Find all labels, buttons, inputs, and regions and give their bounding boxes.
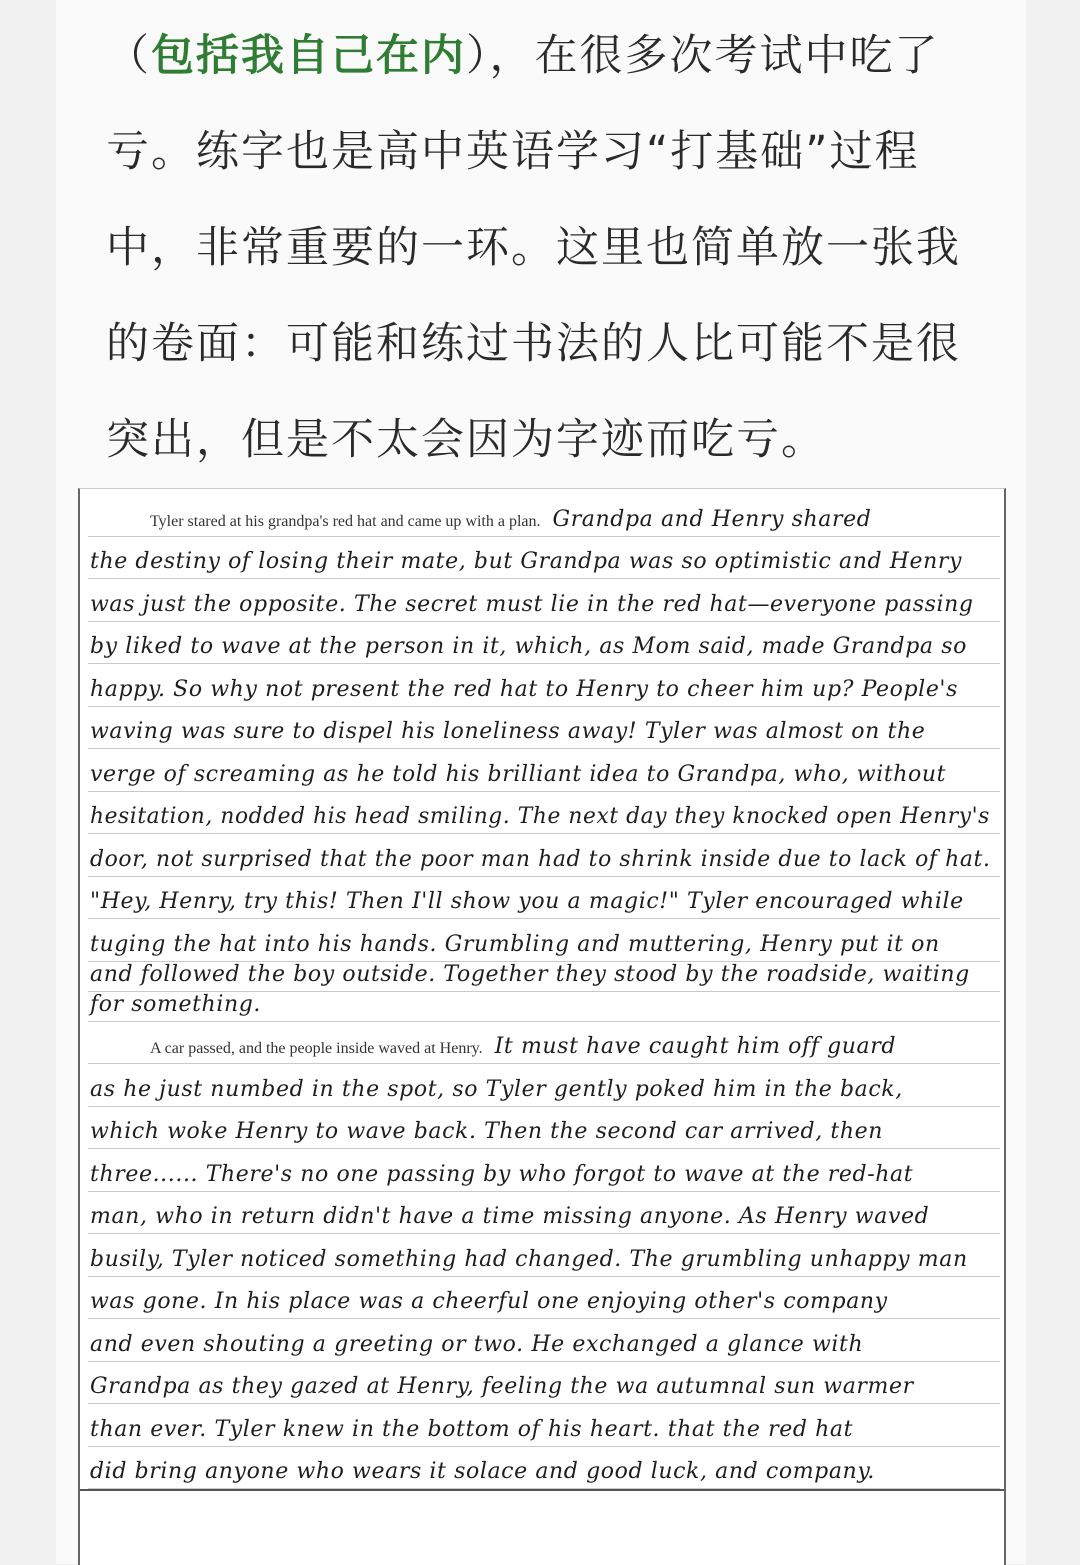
handwriting-line [88,918,1000,962]
paragraph-line: 中，非常重要的一环。这里也简单放一张我 [106,223,961,273]
printed-prompt-text: Tyler stared at his grandpa's red hat and came up with a plan. [150,512,541,530]
handwritten-words: door, not surprised that the poor man had to shrink inside due to lack of hat. [90,846,991,872]
handwriting-line [88,663,1000,707]
handwriting-line [88,493,1000,537]
handwritten-words: and even shouting a greeting or two. He exchanged a glance with [90,1331,864,1357]
handwritten-text [90,549,962,574]
handwritten-words: was gone. In his place was a cheerful one enjoying other's company [90,1289,888,1314]
handwritten-text [90,889,964,914]
handwritten-words: by liked to wave at the person in it, which, as Mom said, made Grandpa so [90,634,967,659]
handwriting-line [88,876,1000,920]
handwritten-text [90,719,925,744]
handwritten-text [90,1247,968,1272]
handwritten-text [90,992,261,1017]
handwriting-line [88,1276,1000,1320]
handwritten-words: which woke Henry to wave back. Then the second car arrived, then [90,1119,883,1144]
handwritten-words: and followed the boy outside. Together they stood by the roadside, waiting [90,961,970,987]
printed-prompt-text: A car passed, and the people inside waved at Henry. [150,1040,483,1057]
handwritten-text [90,1374,914,1399]
handwriting-line [88,748,1000,792]
handwritten-text [90,1289,888,1314]
handwritten-text [90,932,940,957]
handwritten-words: as he just numbed in the spot, so Tyler gently poked him in the back, [90,1076,903,1102]
handwriting-line [88,1233,1000,1277]
handwritten-text [90,592,974,617]
handwriting-line [88,706,1000,750]
paragraph-line: 的卷面：可能和练过书法的人比可能不是很 [106,319,961,369]
handwritten-words: than ever. Tyler knew in the bottom of his heart. that the red hat [90,1416,854,1442]
handwritten-text [90,804,990,829]
handwritten-words: busily, Tyler noticed something had changed. The grumbling unhappy man [90,1246,968,1272]
handwriting-line [88,1446,1000,1490]
handwritten-words: the destiny of losing their mate, but Grandpa was so optimistic and Henry [90,549,963,574]
handwritten-text [90,847,991,872]
handwriting-line [88,1148,1000,1192]
handwritten-text [90,1162,913,1187]
handwritten-text [90,677,958,702]
paragraph-line: 亏。练字也是高中英语学习“打基础”过程 [106,127,920,177]
handwritten-words: was just the opposite. The secret must lie in the red hat—everyone passing [90,591,974,617]
handwriting-line [88,791,1000,835]
handwriting-line [88,621,1000,665]
handwritten-text [90,962,970,987]
paragraph-line: （包括我自己在内），在很多次考试中吃了 [106,31,940,81]
handwriting-line [88,1403,1000,1447]
paragraph-line: 突出，但是不太会因为字迹而吃亏。 [106,415,826,465]
handwritten-words: happy. So why not present the red hat to Henry to cheer him up? People's [90,676,958,702]
handwritten-words: tuging the hat into his hands. Grumbling and muttering, Henry put it on [90,931,940,957]
handwritten-words: hesitation, nodded his head smiling. The next day they knocked open Henry's [90,804,990,829]
handwritten-text [90,1077,903,1102]
handwritten-text [90,1459,875,1484]
handwritten-words: "Hey, Henry, try this! Then I'll show you a magic!" Tyler encouraged while [90,889,964,914]
handwritten-text [90,1332,863,1357]
handwriting-line [88,578,1000,622]
handwritten-words: It must have caught him off guard [494,1034,897,1059]
handwriting-line [88,536,1000,580]
handwritten-words: Grandpa and Henry shared [552,506,872,532]
handwritten-words: three...... There's no one passing by who forgot to wave at the red-hat [90,1161,914,1187]
handwriting-sample-image [78,488,1006,1565]
handwritten-words: did bring anyone who wears it solace and good luck, and company. [90,1459,876,1484]
handwriting-line [88,833,1000,877]
handwritten-text [90,1417,853,1442]
handwritten-text [90,1034,896,1059]
article-paragraph [106,8,986,488]
handwritten-words: for something. [90,991,262,1017]
handwriting-line [88,961,1000,992]
highlighted-text: 包括我自己在内 [151,31,466,81]
handwritten-words: man, who in return didn't have a time missing anyone. As Henry waved [90,1204,930,1229]
handwriting-line [88,1361,1000,1405]
handwritten-text [90,1204,929,1229]
handwritten-words: verge of screaming as he told his brilliant idea to Grandpa, who, without [90,761,947,787]
handwritten-words: Grandpa as they gazed at Henry, feeling the wa autumnal sun warmer [90,1374,914,1399]
handwritten-text [90,507,871,532]
handwritten-text [90,634,967,659]
handwriting-line [88,1063,1000,1107]
handwriting-line [88,1106,1000,1150]
handwritten-text [90,762,946,787]
handwritten-text [90,1119,883,1144]
handwriting-line [88,1021,1000,1065]
handwritten-words: waving was sure to dispel his loneliness away! Tyler was almost on the [90,719,926,744]
handwriting-line [88,1191,1000,1235]
page-divider [80,1489,1004,1491]
handwriting-line [88,991,1000,1022]
article-body [56,0,1026,1564]
handwriting-line [88,1318,1000,1362]
